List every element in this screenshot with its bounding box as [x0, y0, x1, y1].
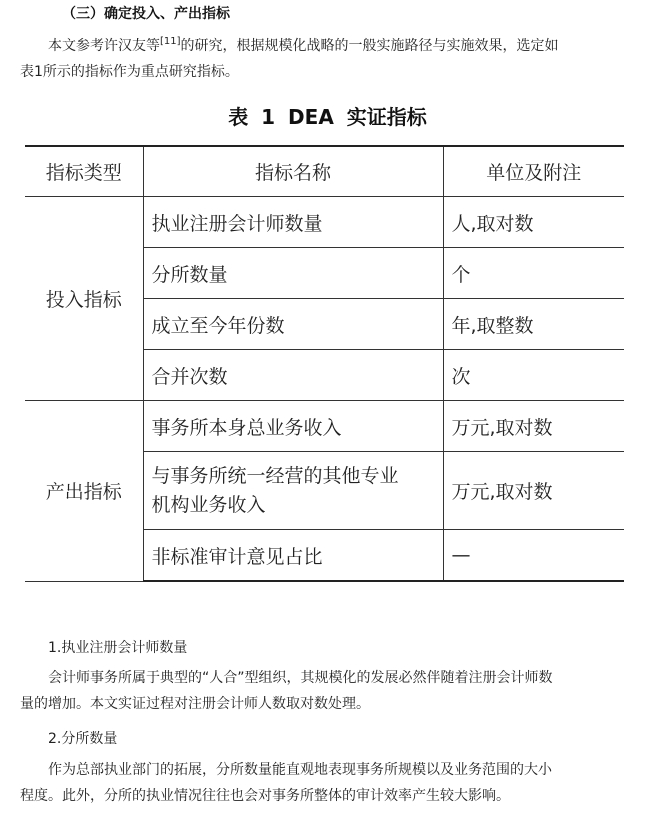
citation-ref[interactable]: [11]	[160, 36, 181, 47]
indicator-name-line-2: 机构业务收入	[151, 493, 266, 516]
indicator-unit: 个	[443, 248, 624, 299]
item-2-line-2: 程度。此外，分所的执业情况往往也会对事务所整体的审计效率产生较大影响。	[20, 788, 510, 804]
indicator-name: 非标准审计意见占比	[143, 530, 443, 582]
table-row	[25, 197, 624, 248]
indicator-name	[143, 452, 443, 530]
indicator-unit: 人,取对数	[443, 197, 624, 248]
indicator-name: 事务所本身总业务收入	[143, 401, 443, 452]
item-1-heading: 1.执业注册会计师数量	[48, 640, 188, 656]
intro-paragraph	[20, 33, 635, 85]
indicator-unit: —	[443, 530, 624, 582]
intro-text-b: 的研究，根据规模化战略的一般实施路径与实施效果，选定如	[180, 38, 559, 54]
item-2-line-1: 作为总部执业部门的拓展，分所数量能直观地表现事务所规模以及业务范围的大小	[48, 762, 552, 778]
item-1-line-1: 会计师事务所属于典型的“人合”型组织，其规模化的发展必然伴随着注册会计师数	[48, 670, 553, 686]
indicator-unit: 万元,取对数	[443, 452, 624, 530]
table-header-row	[25, 146, 624, 197]
indicator-name: 成立至今年份数	[143, 299, 443, 350]
indicator-unit: 次	[443, 350, 624, 401]
item-2-paragraph	[20, 757, 635, 809]
indicator-name: 合并次数	[143, 350, 443, 401]
table-title: 表 1 DEA 实证指标	[228, 105, 427, 129]
item-1-line-2: 量的增加。本文实证过程对注册会计师人数取对数处理。	[20, 696, 370, 712]
intro-text-a: 本文参考许汉友等	[48, 38, 160, 54]
header-indicator-type: 指标类型	[25, 146, 143, 197]
group-type-input: 投入指标	[25, 197, 143, 401]
intro-line-2: 表1所示的指标作为重点研究指标。	[20, 64, 239, 80]
intro-line-1	[20, 33, 635, 59]
header-unit-note: 单位及附注	[443, 146, 624, 197]
indicator-unit: 万元,取对数	[443, 401, 624, 452]
group-type-output: 产出指标	[25, 401, 143, 582]
indicator-name: 执业注册会计师数量	[143, 197, 443, 248]
dea-indicator-table	[25, 145, 624, 582]
header-indicator-name: 指标名称	[143, 146, 443, 197]
indicator-name: 分所数量	[143, 248, 443, 299]
table-row	[25, 401, 624, 452]
section-heading: （三）确定投入、产出指标	[62, 6, 230, 22]
item-1-paragraph	[20, 665, 635, 717]
indicator-name-line-1: 与事务所统一经营的其他专业	[151, 464, 399, 487]
indicator-unit: 年,取整数	[443, 299, 624, 350]
item-2-heading: 2.分所数量	[48, 731, 118, 747]
